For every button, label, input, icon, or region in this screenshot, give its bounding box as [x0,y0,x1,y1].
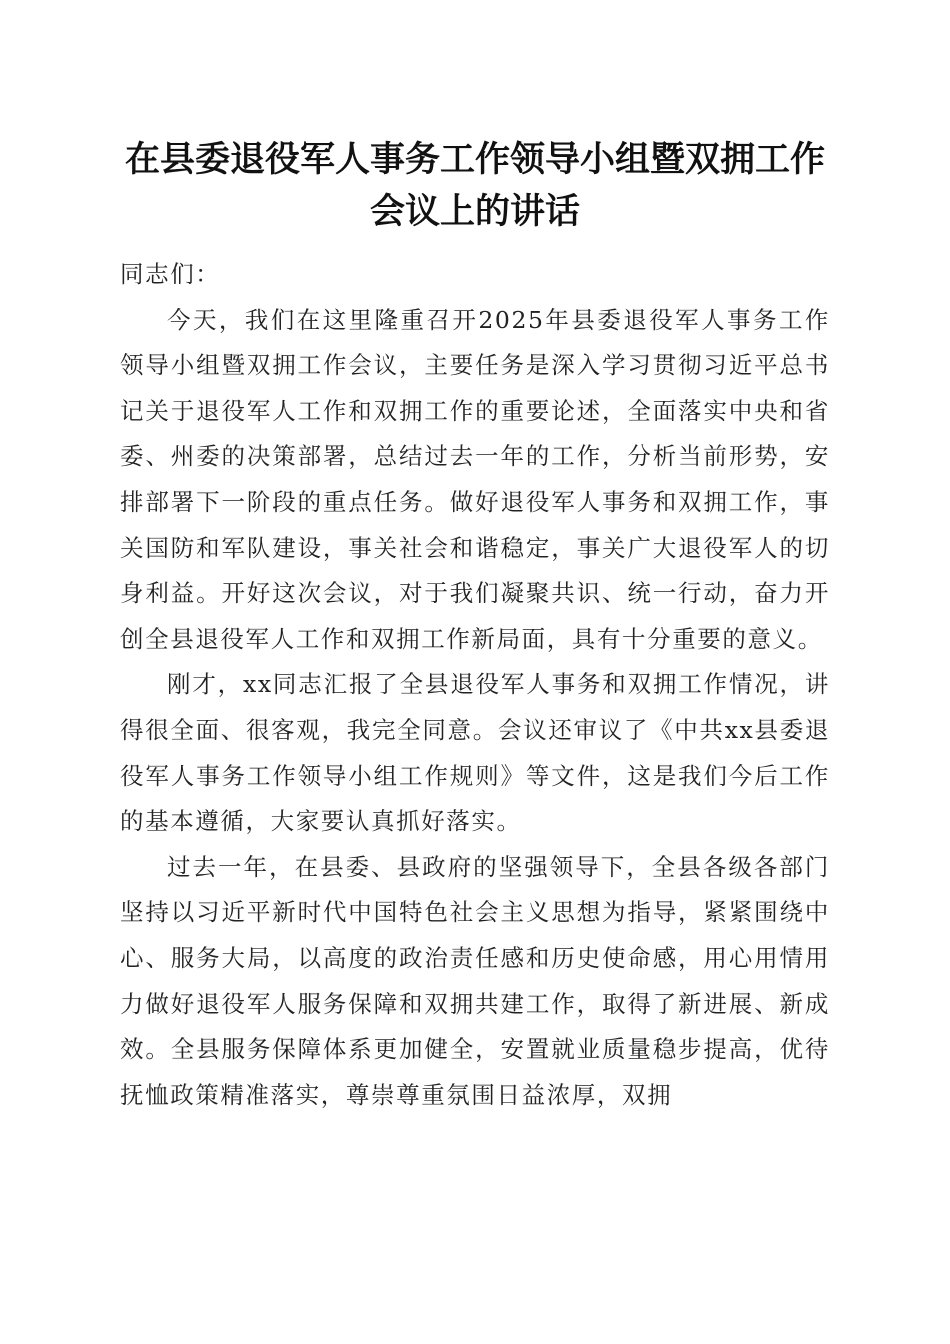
paragraph-1: 今天，我们在这里隆重召开2025年县委退役军人事务工作领导小组暨双拥工作会议，主要任务是深入学习贯彻习近平总书记关于退役军人工作和双拥工作的重要论述，全面落实中央和省委、州委的决策部署，总结过去一年的工作，分析当前形势，安排部署下一阶段的重点任务。做好退役军人事务和双拥工作，事关国防和军队建设，事关社会和谐稳定，事关广大退役军人的切身利益。开好这次会议，对于我们凝聚共识、统一行动，奋力开创全县退役军人工作和双拥工作新局面，具有十分重要的意义。 [120,305,830,653]
document-body [120,252,830,1118]
paragraph-3: 过去一年，在县委、县政府的坚强领导下，全县各级各部门坚持以习近平新时代中国特色社会主义思想为指导，紧紧围绕中心、服务大局，以高度的政治责任感和历史使命感，用心用情用力做好退役军人服务保障和双拥共建工作，取得了新进展、新成效。全县服务保障体系更加健全，安置就业质量稳步提高，优待抚恤政策精准落实，尊崇尊重氛围日益浓厚，双拥 [120,852,830,1109]
document-title [100,134,850,238]
title-line-1: 在县委退役军人事务工作领导小组暨双拥工作 [124,139,825,180]
paragraph-2: 刚才，xx同志汇报了全县退役军人事务和双拥工作情况，讲得很全面、很客观，我完全同意。会议还审议了《中共xx县委退役军人事务工作领导小组工作规则》等文件，这是我们今后工作的基本遵循，大家要认真抓好落实。 [120,670,830,836]
salutation: 同志们： [120,260,221,288]
title-line-2: 会议上的讲话 [369,191,580,232]
